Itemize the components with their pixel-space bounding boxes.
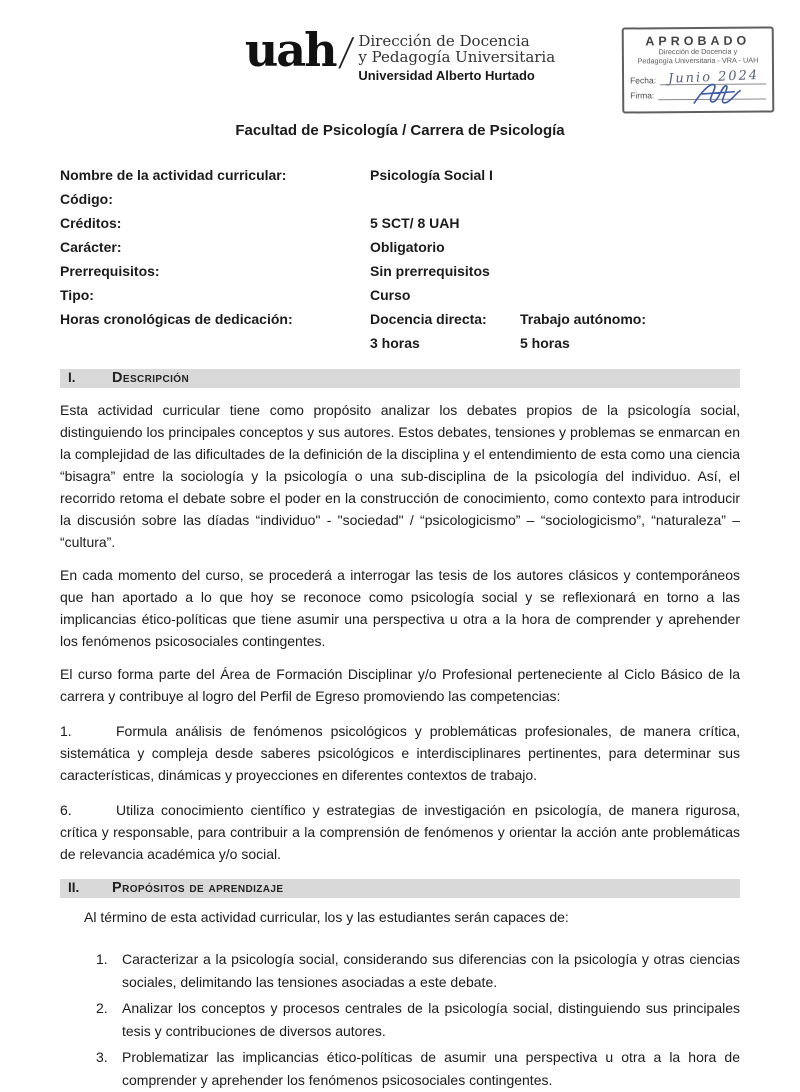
info-label: Horas cronológicas de dedicación: (60, 311, 293, 327)
info-value: Psicología Social I (370, 167, 493, 183)
uah-wordmark: uah (244, 23, 336, 77)
list-item-number: 1. (96, 951, 108, 967)
info-label: Prerrequisitos: (60, 263, 160, 279)
list-item (96, 1046, 740, 1092)
info-value: 5 horas (520, 335, 570, 351)
stamp-title: APROBADO (645, 33, 751, 49)
logo-text-block (358, 30, 555, 83)
list-item-number: 2. (96, 1000, 108, 1016)
uah-logo (60, 0, 740, 90)
section-heading: Propósitos de aprendizaje (112, 880, 284, 896)
info-value (520, 163, 740, 187)
list-item-text: Caracterizar a la psicología social, considerando sus diferencias con la psicología y otras ciencias sociales, delimitando las tensiones asociadas a este debate. (122, 951, 740, 990)
propositos-intro: Al término de esta actividad curricular, los y las estudiantes serán capaces de: (84, 909, 569, 925)
competencia-number: 1. (60, 723, 72, 739)
section-heading: Descripción (112, 370, 190, 386)
section-header-descripcion (60, 369, 740, 388)
logo-dept-line2: y Pedagogía Universitaria (358, 48, 556, 66)
info-label: Carácter: (60, 239, 122, 255)
list-item (96, 997, 740, 1043)
stamp-date-handwriting: Junio 2024 (667, 67, 760, 87)
page-title: Facultad de Psicología / Carrera de Psicología (235, 122, 565, 139)
stamp-signature-label: Firma: (630, 90, 655, 101)
description-paragraph-2: En cada momento del curso, se procederá a interrogar las tesis de los autores clásicos y contemporáneos que han aportado a lo que hoy se reconoce como psicología social y se reflexionará en torno a las implicancias ético-políticas que tiene asumir una perspectiva u otra a la hora de comprender y aprehender los fenómenos psicosociales contingentes. (60, 567, 740, 649)
stamp-subtitle-line1: Dirección de Docencia y (658, 46, 738, 57)
info-value: 3 horas (370, 335, 420, 351)
competencia-item (60, 799, 740, 865)
info-value: Docencia directa: (370, 311, 487, 327)
list-item-number: 3. (96, 1049, 108, 1065)
objectives-list (60, 948, 740, 1092)
info-value: Trabajo autónomo: (520, 311, 646, 327)
info-label: Código: (60, 191, 113, 207)
info-value: Obligatorio (370, 239, 445, 255)
logo-dept-line1: Dirección de Docencia (358, 32, 530, 50)
info-value (520, 259, 740, 283)
info-label: Créditos: (60, 215, 122, 231)
info-value (520, 211, 740, 235)
logo-university-name: Universidad Alberto Hurtado (358, 68, 535, 83)
stamp-subtitle-line2: Pedagogía Universitaria - VRA - UAH (637, 55, 759, 65)
info-value: 5 SCT/ 8 UAH (370, 215, 460, 231)
info-label (60, 331, 370, 355)
info-value (520, 235, 740, 259)
competencia-item (60, 720, 740, 786)
section-number: I. (68, 370, 76, 385)
stamp-date-label: Fecha: (630, 75, 657, 86)
info-value (520, 283, 740, 307)
competencia-text: Formula análisis de fenómenos psicológicos y problemáticas profesionales, de manera crítica, sistemática y compleja desde saberes psicológicos e interdisciplinares pertinentes, para determinar sus características, dinámicas y proyecciones en diferentes contextos de trabajo. (60, 723, 740, 783)
description-paragraph-1: Esta actividad curricular tiene como propósito analizar los debates propios de la psicología social, distinguiendo los principales conceptos y sus autores. Estos debates, tensiones y problemas se enmarcan en la complejidad de las dificultades de la definición de la disciplina y el entendimiento de esta como una ciencia “bisagra” entre la sociología y la psicología o una sub-disciplina de la psicología del individuo. Así, el recorrido retoma el debate sobre el poder en la construcción de conocimiento, como contexto para introducir la discusión sobre las díadas “individuo" - "sociedad" / “psicologicismo” – “sociologicismo”, “naturaleza” – “cultura”. (60, 402, 740, 550)
uah-slash-icon: / (336, 30, 356, 74)
section-header-propositos (60, 879, 740, 898)
description-paragraph-3: El curso forma parte del Área de Formación Disciplinar y/o Profesional perteneciente al Ciclo Básico de la carrera y contribuye al logro del Perfil de Egreso promoviendo las competencias: (60, 666, 740, 704)
course-info-table (60, 163, 740, 355)
section-number: II. (68, 880, 80, 895)
list-item (96, 948, 740, 994)
info-value (520, 187, 740, 211)
info-label: Nombre de la actividad curricular: (60, 167, 287, 183)
info-label: Tipo: (60, 287, 94, 303)
info-value: Curso (370, 287, 411, 303)
competencia-number: 6. (60, 802, 72, 818)
competencia-text: Utiliza conocimiento científico y estrategias de investigación en psicología, de manera rigurosa, crítica y responsable, para contribuir a la comprensión de fenómenos y orientar la acción ante problemáticas de relevancia académica y/o social. (60, 802, 740, 862)
list-item-text: Analizar los conceptos y procesos centrales de la psicología social, distinguiendo sus principales tesis y contribuciones de diversos autores. (122, 1000, 740, 1039)
list-item-text: Problematizar las implicancias ético-políticas de asumir una perspectiva u otra a la hora de comprender y aprehender los fenómenos psicosociales contingentes. (122, 1049, 740, 1088)
info-value (370, 187, 520, 211)
info-value: Sin prerrequisitos (370, 263, 490, 279)
